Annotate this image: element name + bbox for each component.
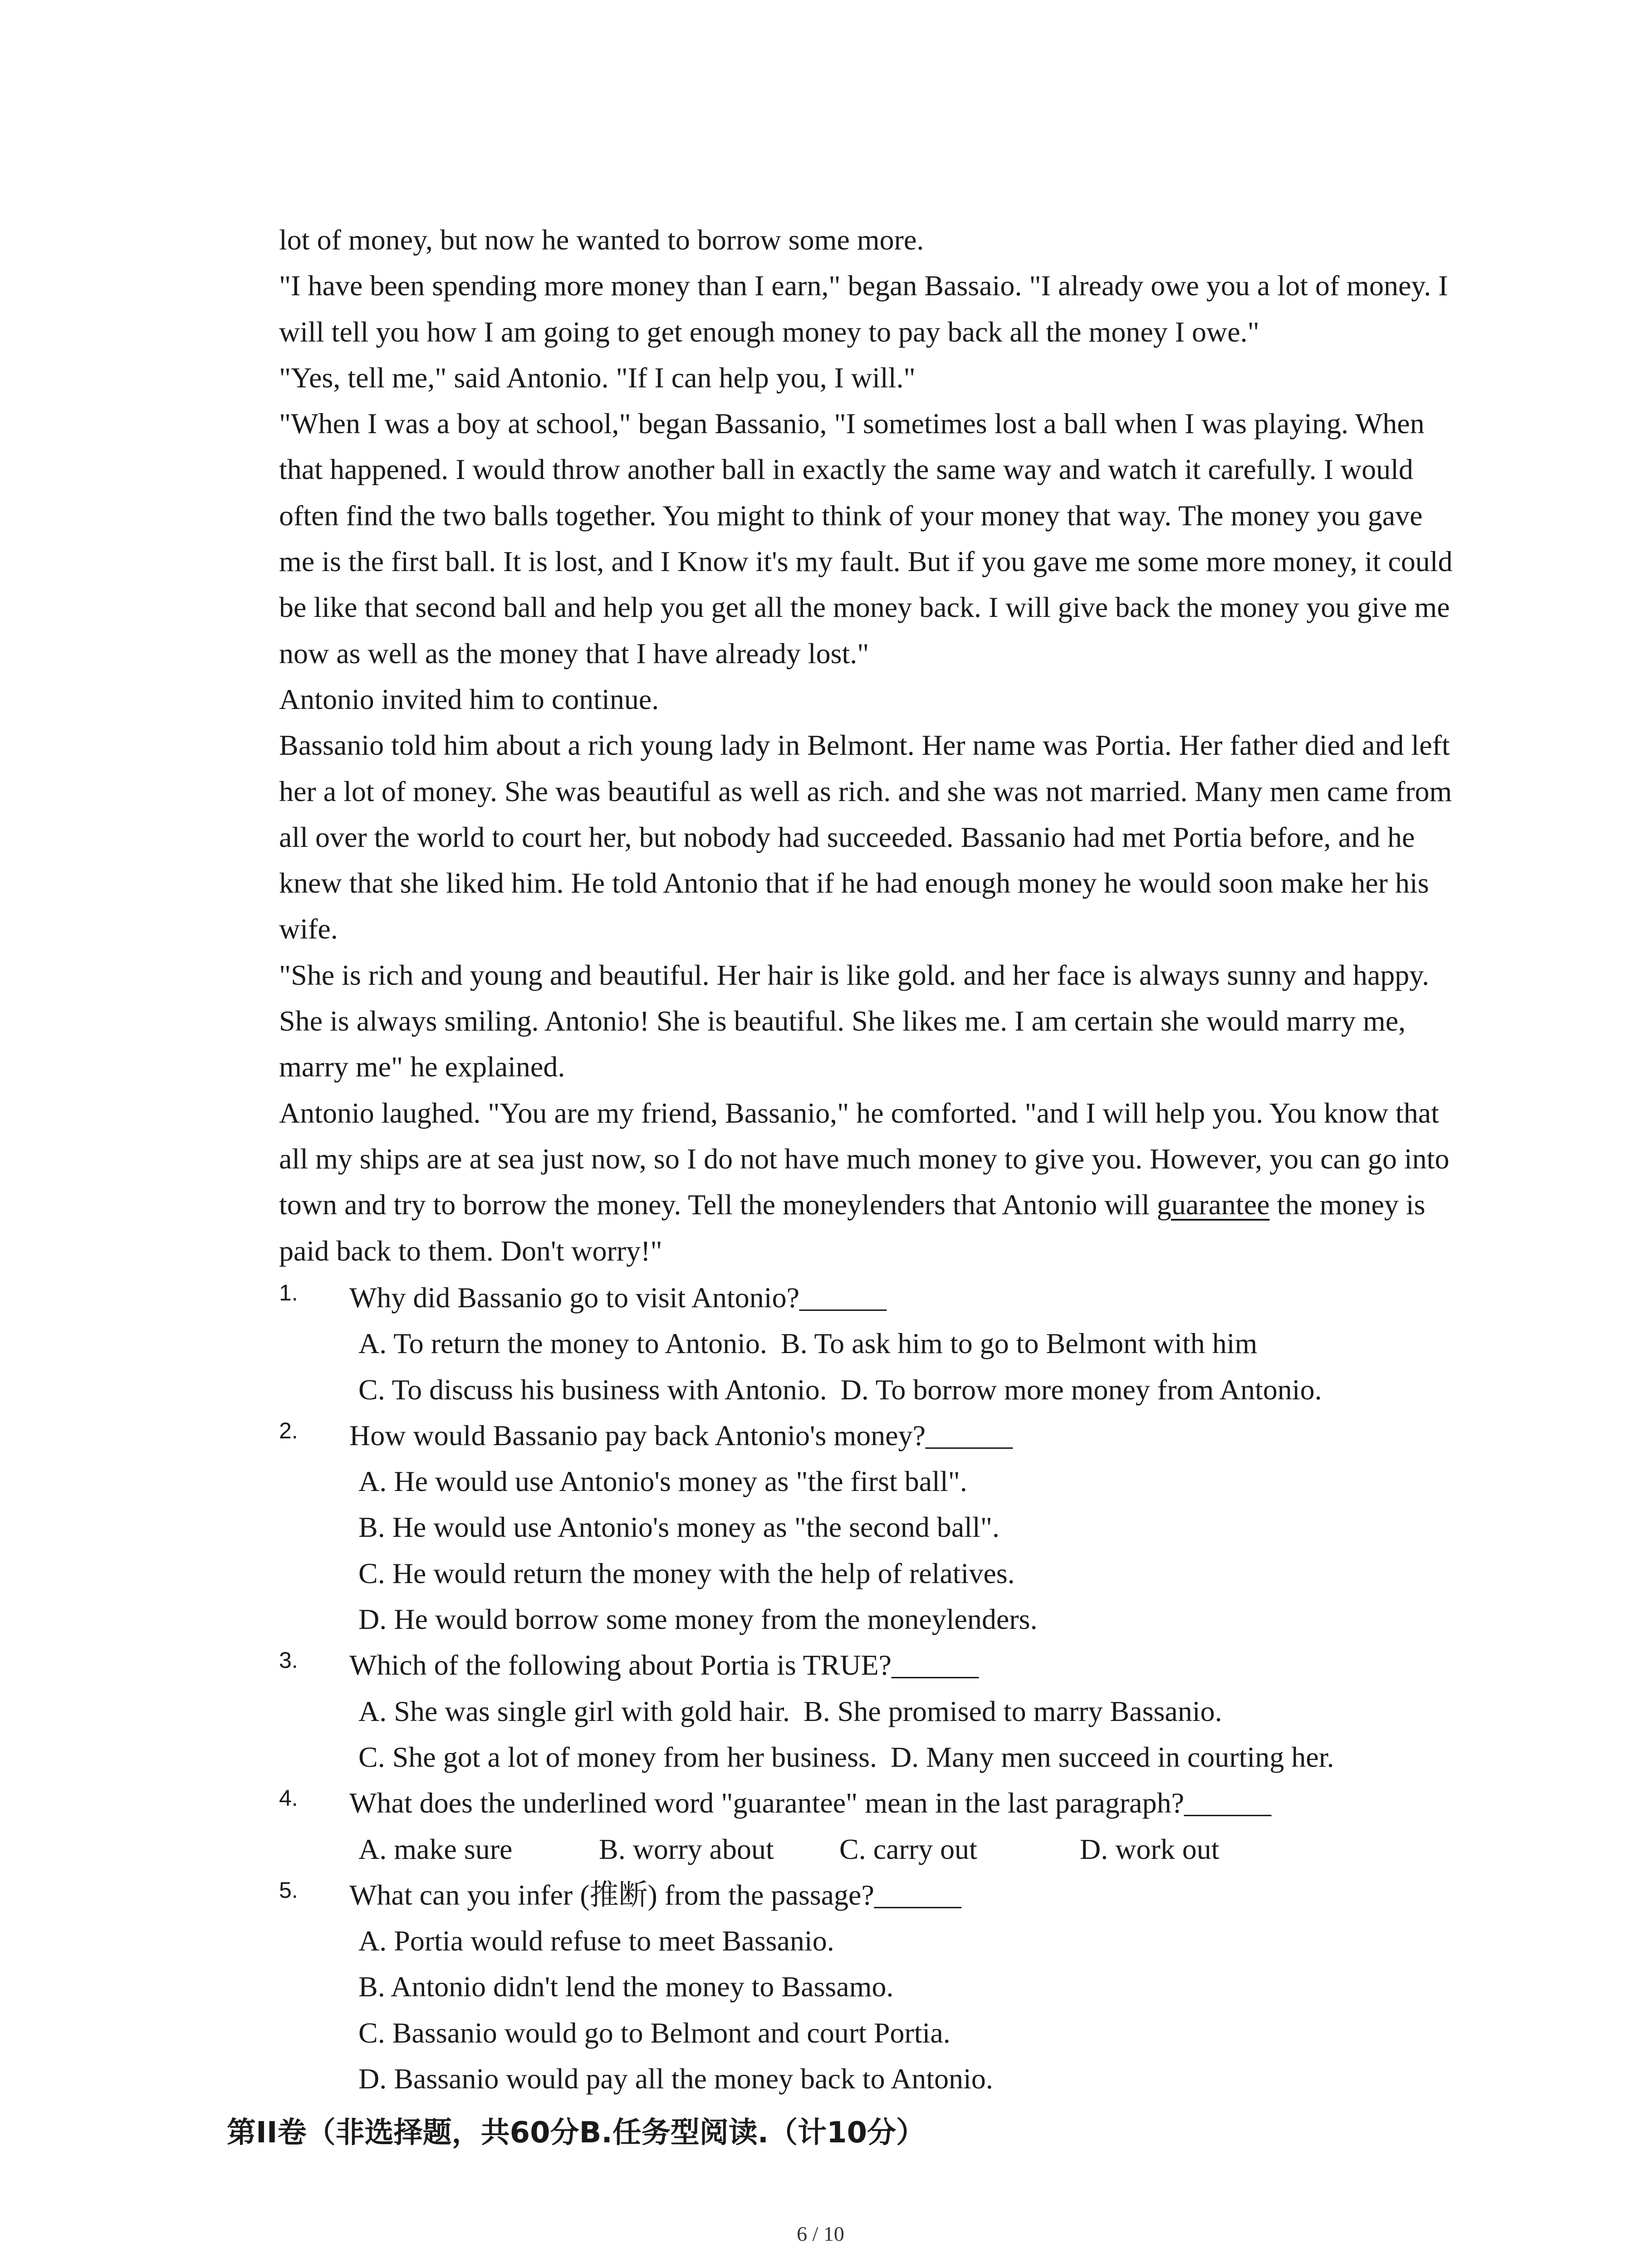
paragraph-6: Bassanio told him about a rich young lady in Belmont. Her name was Portia. Her father died and left her a lot of money. She was beautiful as well as rich. and she was not married. Many men came from all over the world to court her, but nobody had succeeded. Bassanio had met Portia before, and he knew that she liked him. He told Antonio that if he had enough money he would soon make her his wife. bbox=[279, 729, 1452, 945]
reading-passage bbox=[279, 217, 1459, 1274]
paragraph-8-start: Antonio laughed. "You are my friend, Bassanio," he comforted. "and I will help you. You know that all my ships are at sea just now, so I do not have much money to give you. However, you can go into town and try to borrow the money. Tell the moneylenders that Antonio will bbox=[279, 1096, 1450, 1221]
paragraph-1: lot of money, but now he wanted to borrow some more. bbox=[279, 224, 924, 256]
question-5 bbox=[279, 1872, 1481, 2102]
option-b: B. She promised to marry Bassanio. bbox=[803, 1695, 1222, 1727]
option-c: C. She got a lot of money from her business. bbox=[358, 1740, 877, 1773]
paragraph-3: "Yes, tell me," said Antonio. "If I can help you, I will." bbox=[279, 361, 916, 394]
paragraph-5: Antonio invited him to continue. bbox=[279, 683, 659, 715]
option-c: C. To discuss his business with Antonio. bbox=[358, 1373, 827, 1406]
option-a: A. She was single girl with gold hair. bbox=[358, 1695, 790, 1727]
section-title: 第II卷（非选择题，共60分B.任务型阅读.（计10分） bbox=[227, 2116, 926, 2150]
option-d: D. Many men succeed in courting her. bbox=[890, 1740, 1334, 1773]
option-b: B. To ask him to go to Belmont with him bbox=[780, 1327, 1258, 1360]
option-d: D. To borrow more money from Antonio. bbox=[840, 1373, 1322, 1406]
paragraph-7: "She is rich and young and beautiful. Her hair is like gold. and her face is always sunny and happy. She is always smiling. Antonio! She is beautiful. She likes me. I am certain she would marry me, marry me" he explained. bbox=[279, 958, 1430, 1083]
option-a: A. Portia would refuse to meet Bassanio. bbox=[358, 1925, 834, 1957]
paragraph-4: "When I was a boy at school," began Bassanio, "I sometimes lost a ball when I was playing. When that happened. I would throw another ball in exactly the same way and watch it carefully. I would often find the two balls together. You might to think of your money that way. The money you gave me is the first ball. It is lost, and I Know it's my fault. But if you gave me some more money, it could be like that second ball and help you get all the money back. I will give back the money you give me now as well as the money that I have already lost." bbox=[279, 407, 1453, 670]
paragraph-2: "I have been spending more money than I earn," began Bassaio. "I already owe you a lot of money. I will tell you how I am going to get enough money to pay back all the money I owe." bbox=[279, 269, 1448, 348]
paragraph-8 bbox=[279, 1090, 1459, 1274]
question-text: Why did Bassanio go to visit Antonio?______ bbox=[349, 1281, 887, 1314]
option-a: A. make sure bbox=[358, 1833, 513, 1865]
option-c: C. carry out bbox=[839, 1833, 977, 1865]
question-number: 3. bbox=[279, 1647, 298, 1673]
option-b: B. worry about bbox=[599, 1833, 774, 1865]
underlined-word: guarantee bbox=[1156, 1188, 1270, 1221]
option-c: C. Bassanio would go to Belmont and court Portia. bbox=[358, 2016, 950, 2049]
paragraph-8-end: the money is paid back to them. Don't worry!" bbox=[279, 1188, 1425, 1267]
question-number: 4. bbox=[279, 1785, 298, 1811]
question-number: 2. bbox=[279, 1418, 298, 1443]
question-2 bbox=[279, 1413, 1481, 1642]
option-a: A. To return the money to Antonio. bbox=[358, 1327, 767, 1360]
question-text: What can you infer (推断) from the passage?______ bbox=[349, 1878, 961, 1911]
option-a: A. He would use Antonio's money as "the first ball". bbox=[358, 1465, 967, 1498]
page-number: 6 / 10 bbox=[797, 2222, 844, 2245]
question-number: 5. bbox=[279, 1877, 298, 1903]
question-4 bbox=[279, 1780, 1481, 1872]
question-text: Which of the following about Portia is TRUE?______ bbox=[349, 1649, 979, 1681]
option-b: B. He would use Antonio's money as "the second ball". bbox=[358, 1511, 999, 1544]
option-d: D. Bassanio would pay all the money back to Antonio. bbox=[358, 2063, 993, 2095]
option-d: D. work out bbox=[1080, 1833, 1220, 1865]
option-d: D. He would borrow some money from the moneylenders. bbox=[358, 1603, 1038, 1636]
option-c: C. He would return the money with the help of relatives. bbox=[358, 1557, 1015, 1589]
question-text: What does the underlined word "guarantee" mean in the last paragraph?______ bbox=[349, 1787, 1271, 1819]
question-text: How would Bassanio pay back Antonio's money?______ bbox=[349, 1419, 1013, 1452]
question-number: 1. bbox=[279, 1280, 298, 1305]
option-b: B. Antonio didn't lend the money to Bassamo. bbox=[358, 1970, 894, 2003]
question-list bbox=[279, 1275, 1481, 2102]
question-1 bbox=[279, 1275, 1481, 1413]
question-3 bbox=[279, 1642, 1481, 1780]
